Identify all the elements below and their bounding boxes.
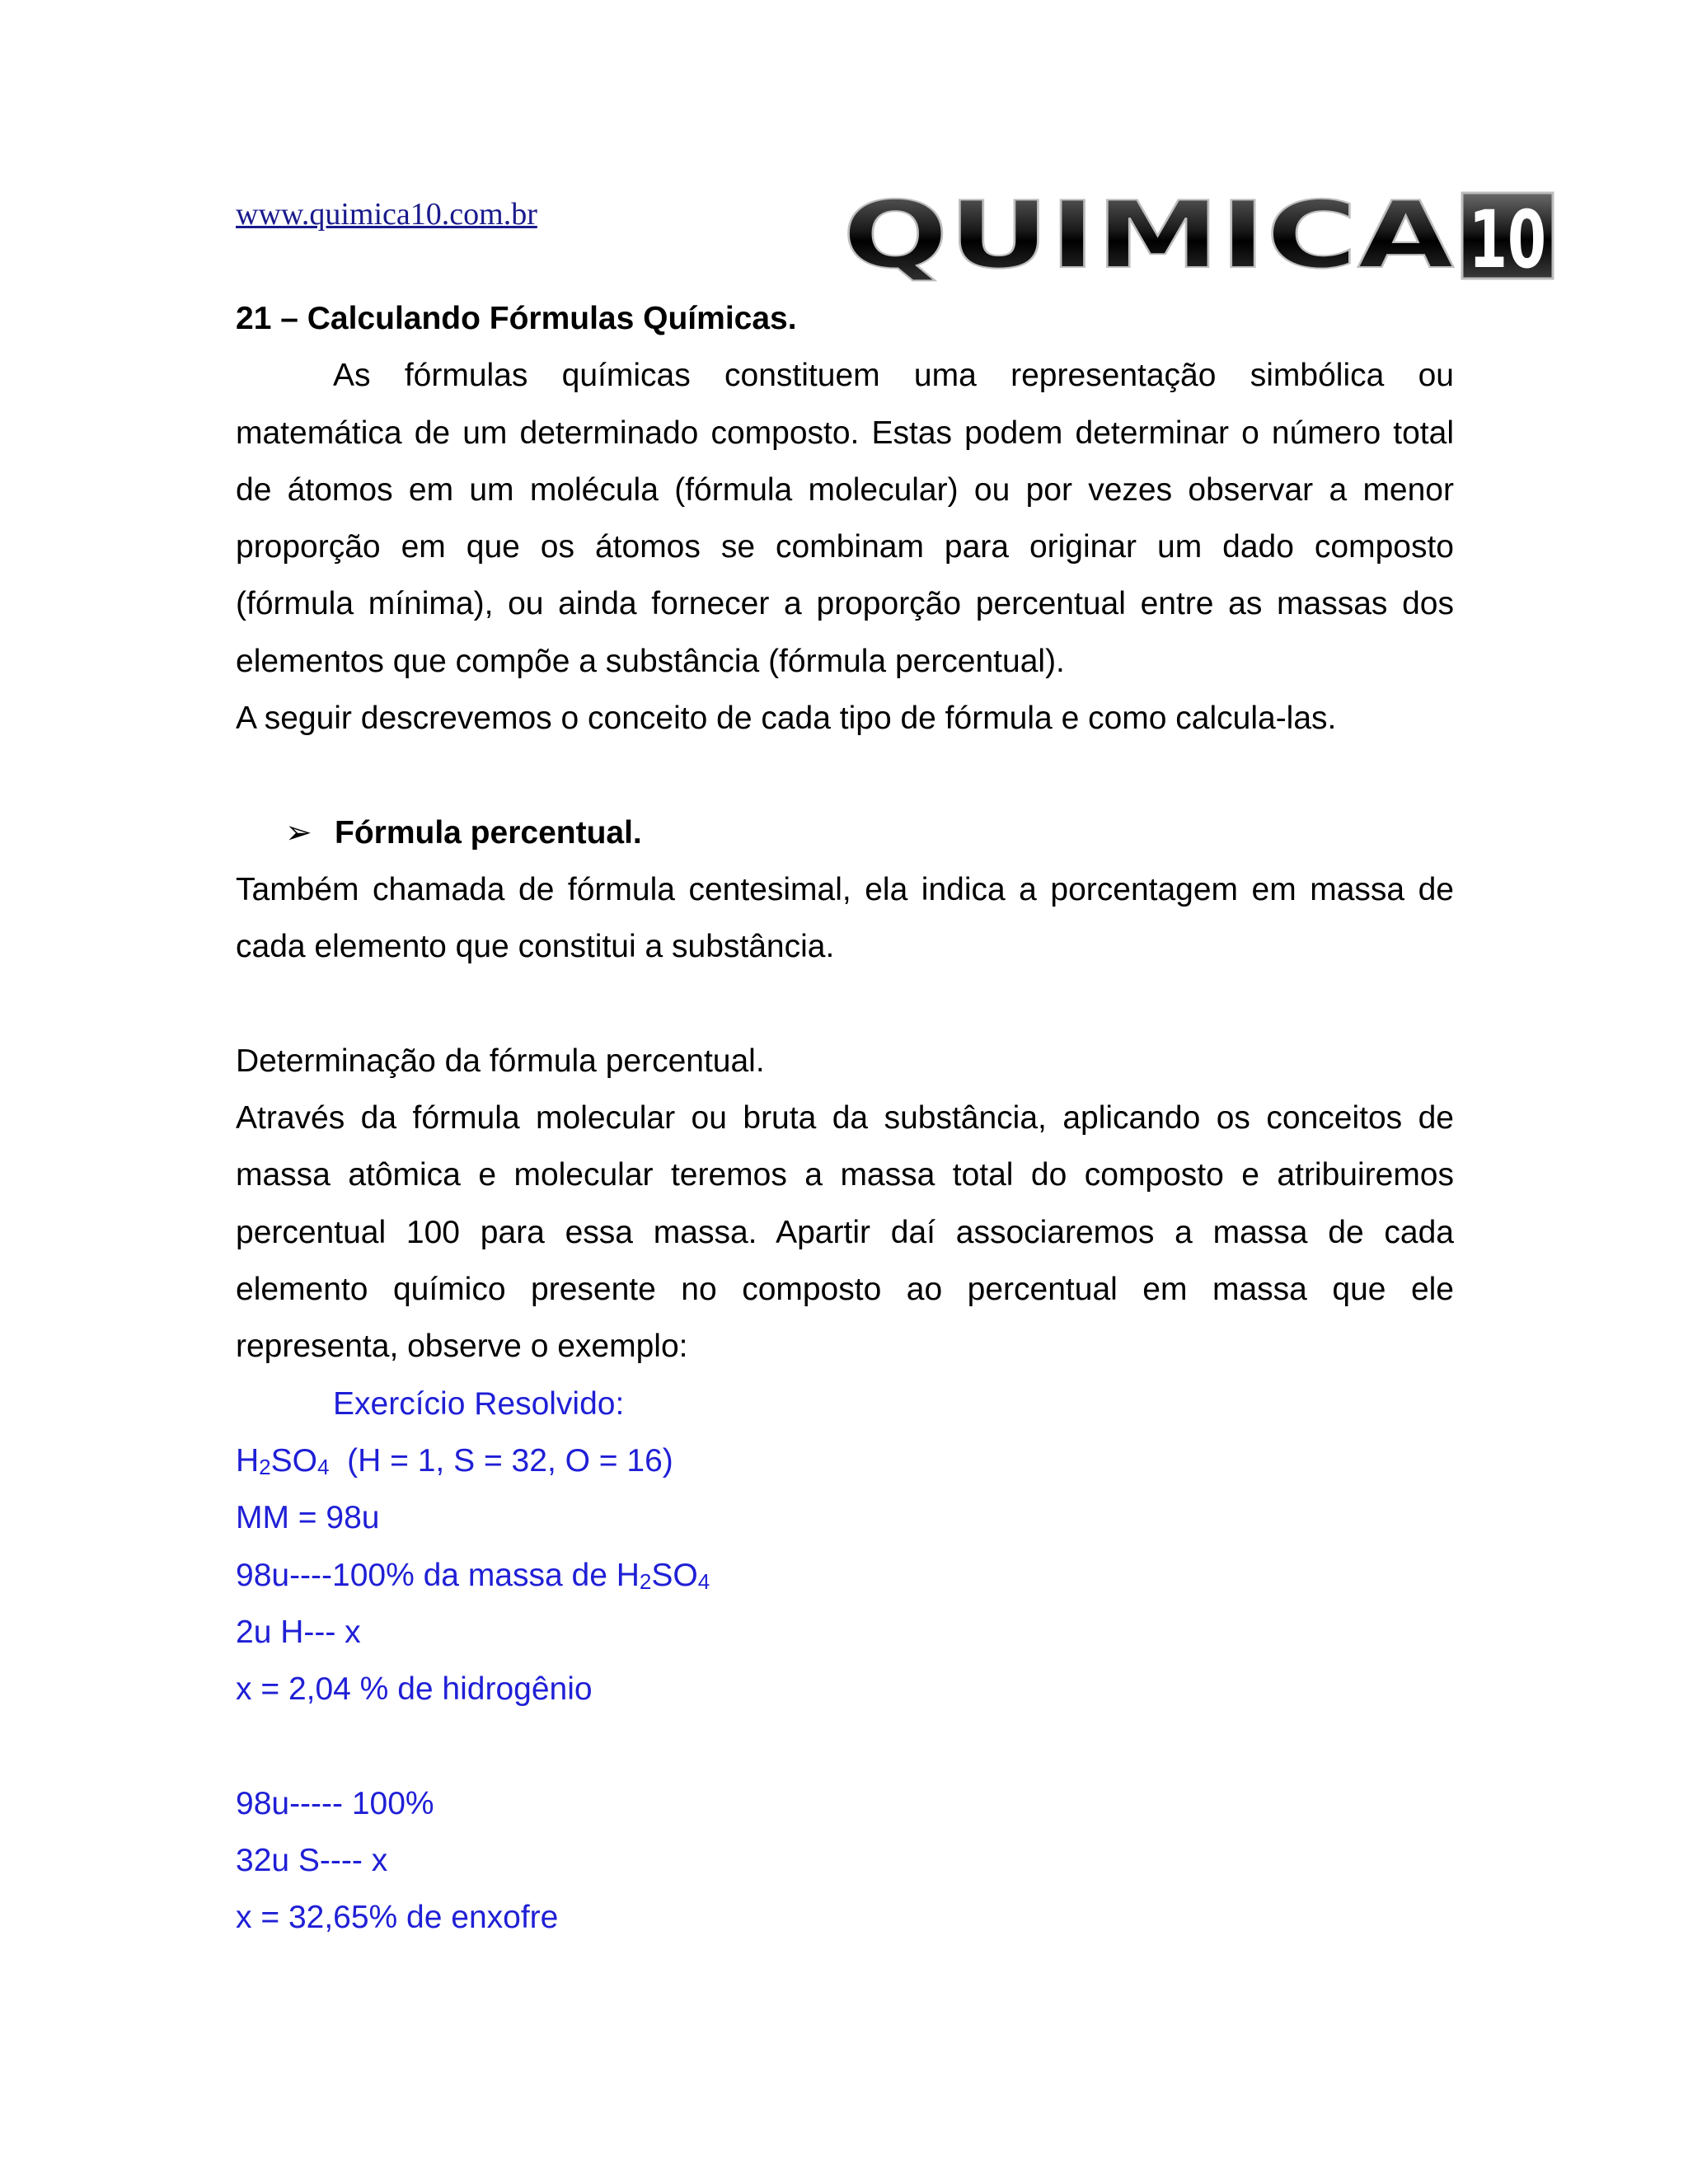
section-title: 21 – Calculando Fórmulas Químicas. (236, 301, 797, 336)
determination-line: percentual 100 para essa massa. Apartir daí associaremos a massa de cada (236, 1214, 1454, 1250)
total-mass-ratio: 98u----100% da massa de $H_2SO_4$ (236, 1557, 710, 1594)
subsection-heading (236, 804, 1454, 861)
atomic-masses: (H = 1, S = 32, O = 16) (347, 1442, 673, 1479)
hydrogen-ratio: 2u H--- x (236, 1614, 361, 1650)
arrow-bullet-icon: ➢ (285, 814, 312, 851)
exercise-heading: Exercício Resolvido: (333, 1385, 625, 1422)
intro-line: A seguir descrevemos o conceito de cada tipo de fórmula e como calcula-las. (236, 701, 1337, 737)
sulfur-ratio: 32u S---- x (236, 1843, 388, 1879)
quimica10-logo (842, 182, 1556, 289)
site-url-link[interactable]: www.quimica10.com.br (236, 197, 537, 232)
hydrogen-result: x = 2,04 % de hidrogênio (236, 1671, 593, 1708)
determination-heading: Determinação da fórmula percentual. (236, 1043, 765, 1079)
intro-line: elementos que compõe a substância (fórmula percentual). (236, 643, 1065, 679)
intro-line: proporção em que os átomos se combinam para originar um dado composto (236, 529, 1454, 565)
determination-line: Através da fórmula molecular ou bruta da substância, aplicando os conceitos de (236, 1100, 1454, 1137)
subsection-title: Fórmula percentual. (335, 814, 642, 851)
determination-line: elemento químico presente no composto ao percentual em massa que ele (236, 1272, 1454, 1308)
description-line: cada elemento que constitui a substância. (236, 929, 835, 965)
sulfur-total: 98u----- 100% (236, 1785, 434, 1821)
determination-line: representa, observe o exemplo: (236, 1329, 688, 1365)
svg-text:QUIMICA: QUIMICA (842, 182, 1455, 289)
document-body (236, 290, 1454, 1947)
determination-line: massa atômica e molecular teremos a massa total do composto e atribuiremos (236, 1157, 1454, 1193)
intro-line: (fórmula mínima), ou ainda fornecer a proporção percentual entre as massas dos (236, 586, 1454, 622)
sulfur-result: x = 32,65% de enxofre (236, 1900, 559, 1936)
description-line: Também chamada de fórmula centesimal, ela indica a porcentagem em massa de (236, 871, 1454, 907)
intro-line: de átomos em um molécula (fórmula molecular) ou por vezes observar a menor (236, 471, 1454, 508)
svg-text:10: 10 (1469, 194, 1546, 286)
intro-line: As fórmulas químicas constituem uma representação simbólica ou (333, 358, 1454, 394)
exercise-formula: $H_2SO_4$ (H = 1, S = 32, O = 16) (236, 1442, 673, 1479)
molar-mass: MM = 98u (236, 1500, 380, 1536)
intro-line: matemática de um determinado composto. Estas podem determinar o número total (236, 415, 1454, 451)
